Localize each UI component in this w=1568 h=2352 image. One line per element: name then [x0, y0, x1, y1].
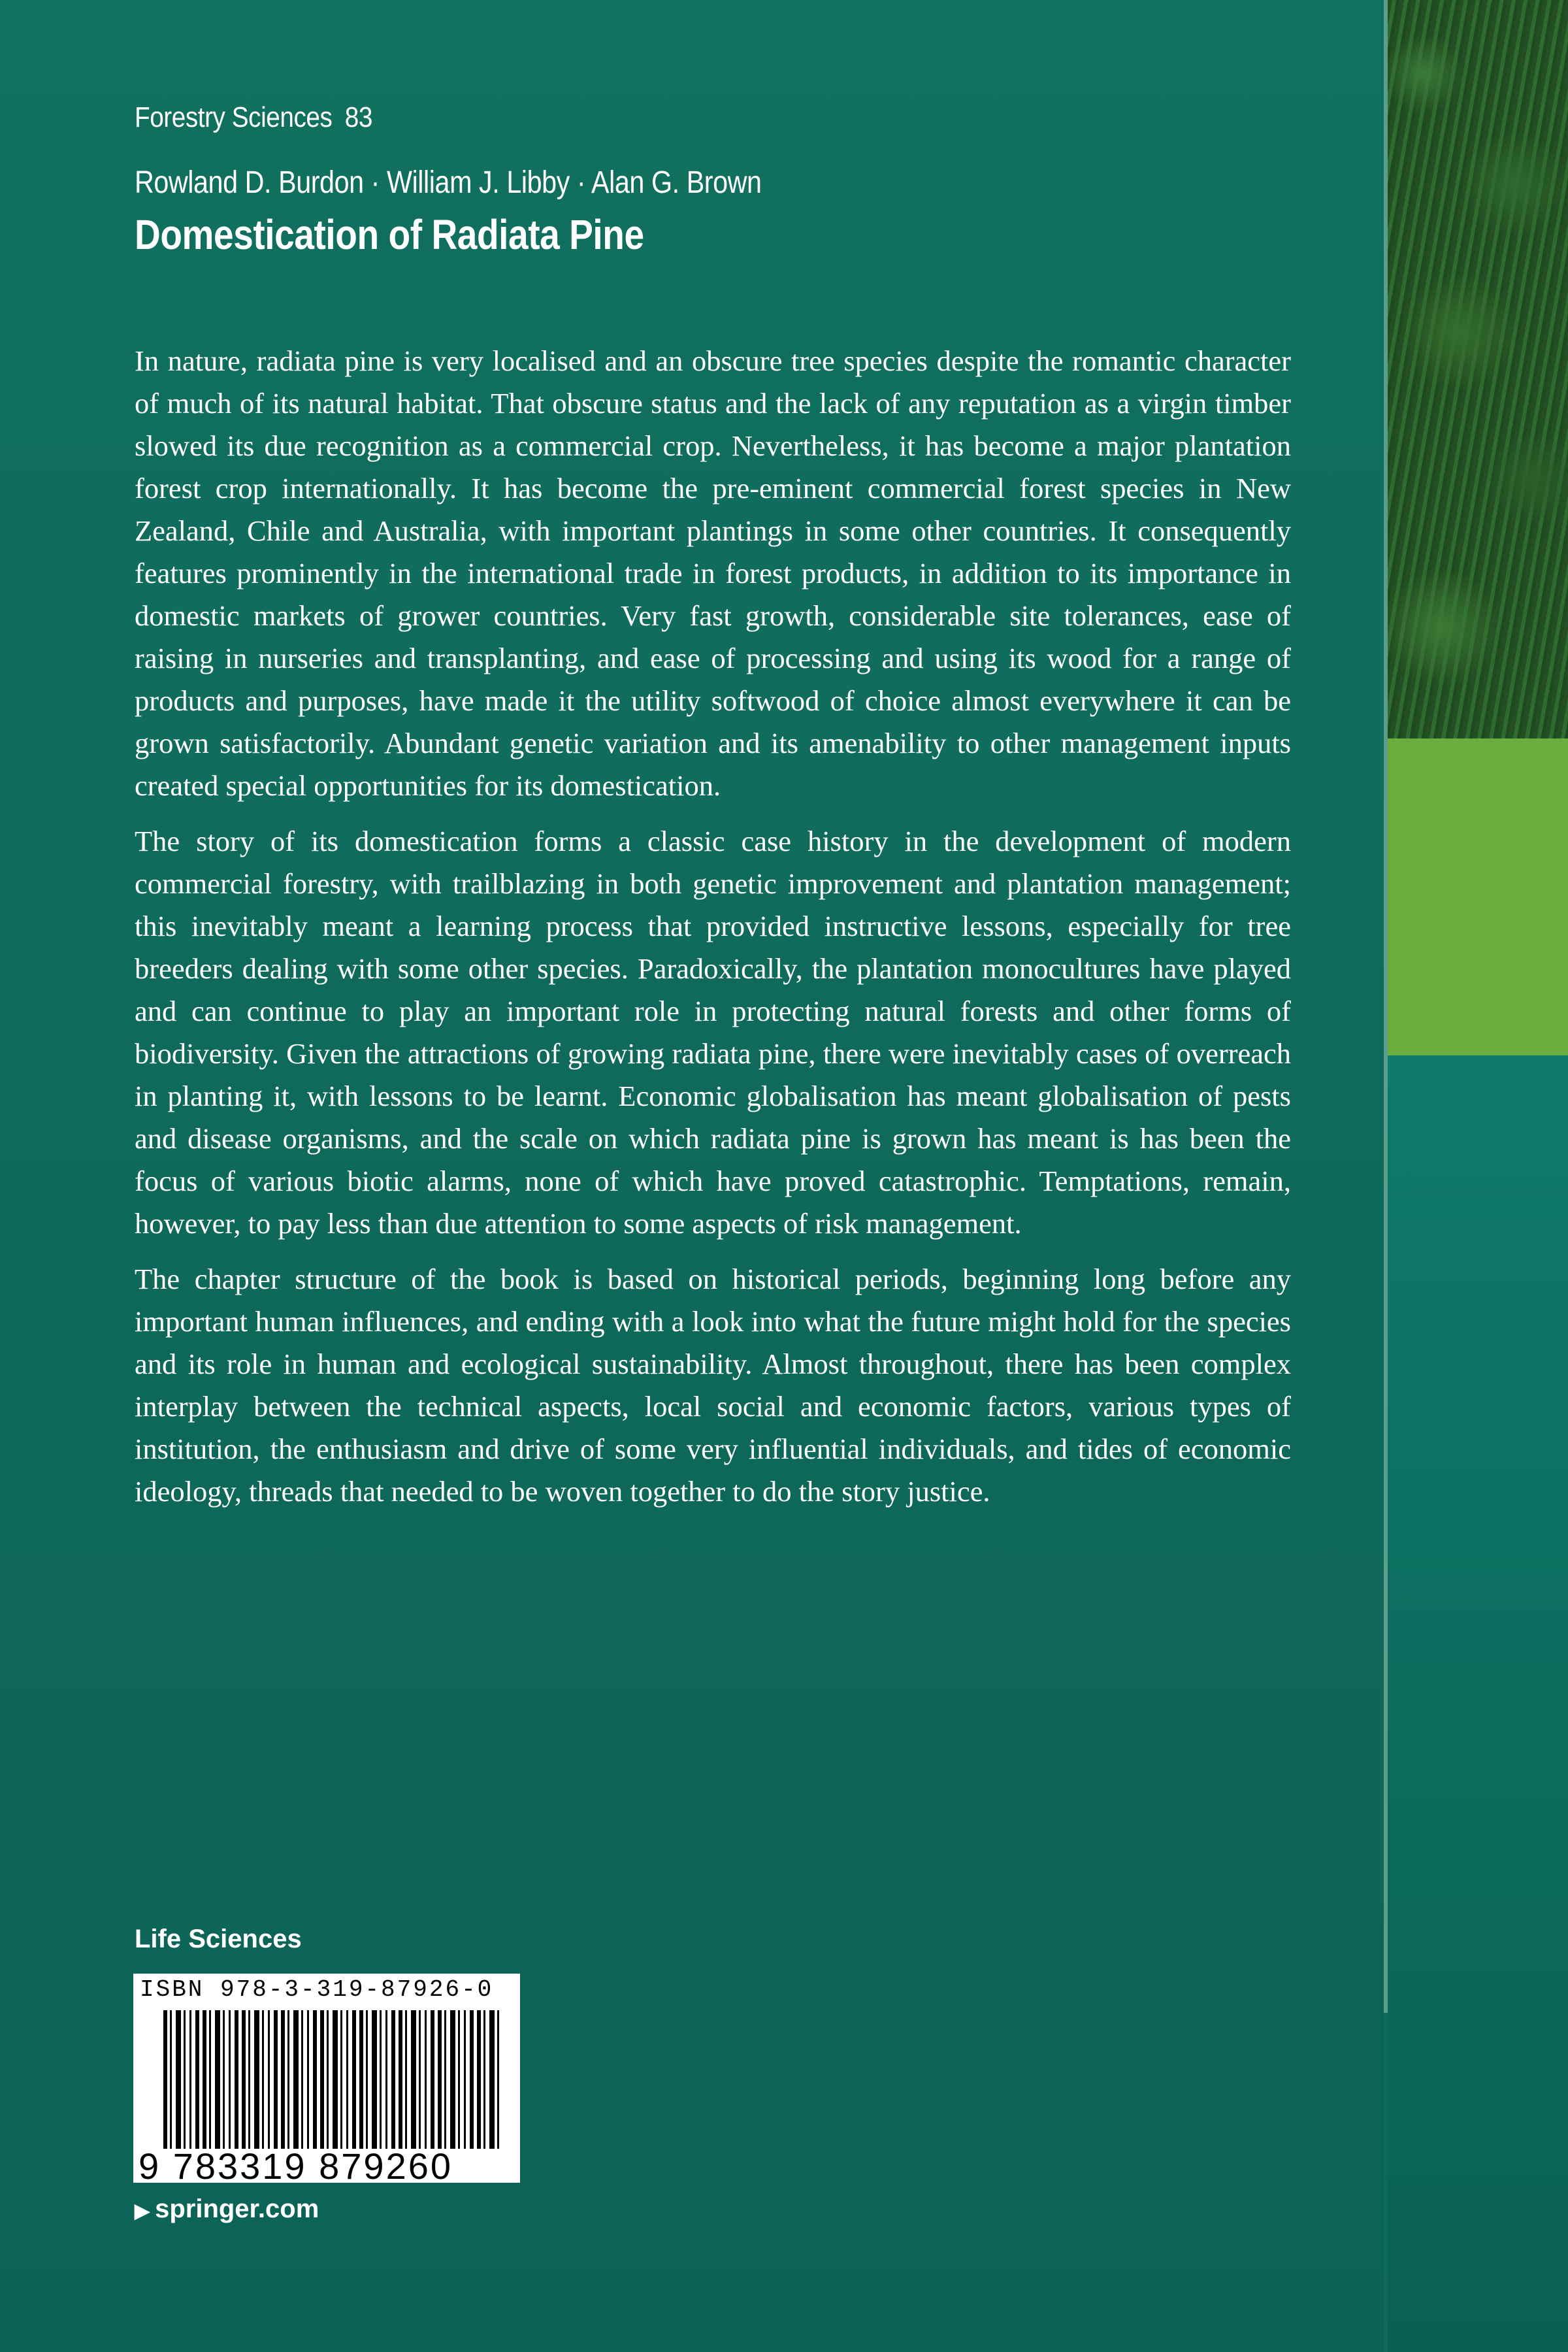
green-accent-band: [1388, 738, 1568, 1055]
book-title: Domestication of Radiata Pine: [135, 211, 644, 258]
book-authors: Rowland D. Burdon · William J. Libby · Alan G. Brown: [135, 165, 762, 200]
description-paragraph: The chapter structure of the book is based on historical periods, beginning long before any important human influences, and ending with a look into what the future might hold for the species and its role in human and ecological sustainability. Almost throughout, there has been complex interplay between the technical aspects, local social and economic factors, various types of institution, the enthusiasm and drive of some very influential individuals, and tides of economic ideology, threads that needed to be woven together to do the story justice.: [135, 1263, 1291, 1508]
series-heading: [135, 101, 372, 134]
book-description: [135, 340, 1291, 1526]
description-paragraph: The story of its domestication forms a classic case history in the development of modern commercial forestry, with trailblazing in both genetic improvement and plantation management; this inevitably meant a learning process that provided instructive lessons, especially for tree breeders dealing with some other species. Paradoxically, the plantation monocultures have played and can continue to play an important role in protecting natural forests and other forms of biodiversity. Given the attractions of growing radiata pine, there were inevitably cases of overreach in planting it, with lessons to be learnt. Economic globalisation has meant globalisation of pests and disease organisms, and the scale on which radiata pine is grown has meant is has been the focus of various biotic alarms, none of which have proved catastrophic. Temptations, remain, however, to pay less than due attention to some aspects of risk management.: [135, 825, 1291, 1240]
triangle-right-icon: ▶: [135, 2200, 150, 2222]
publisher-website[interactable]: [135, 2195, 319, 2224]
teal-band: [1388, 1055, 1568, 2352]
barcode-bars: [163, 2010, 503, 2149]
barcode-digits: 9 783319 879260: [139, 2145, 453, 2187]
subject-category: Life Sciences: [135, 1925, 302, 1953]
spine-strip: [1388, 0, 1568, 2352]
isbn-barcode: [133, 1974, 520, 2187]
website-text: springer.com: [155, 2195, 319, 2223]
description-paragraph: In nature, radiata pine is very localised and an obscure tree species despite the romantic character of much of its natural habitat. That obscure status and the lack of any reputation as a virgin timber slowed its due recognition as a commercial crop. Nevertheless, it has become a major plantation forest crop internationally. It has become the pre-eminent commercial forest species in New Zealand, Chile and Australia, with important plantings in some other countries. It consequently features prominently in the international trade in forest products, in addition to its importance in domestic markets of grower countries. Very fast growth, considerable site tolerances, ease of raising in nurseries and transplanting, and ease of processing and using its wood for a range of products and purposes, have made it the utility softwood of choice almost everywhere it can be grown satisfactorily. Abundant genetic variation and its amenability to other management inputs created special opportunities for its domestication.: [135, 344, 1291, 802]
isbn-label: ISBN 978-3-319-87926-0: [140, 1976, 494, 2003]
series-number: 83: [344, 101, 372, 133]
forest-photo: [1388, 0, 1568, 738]
series-name: Forestry Sciences: [135, 101, 333, 133]
